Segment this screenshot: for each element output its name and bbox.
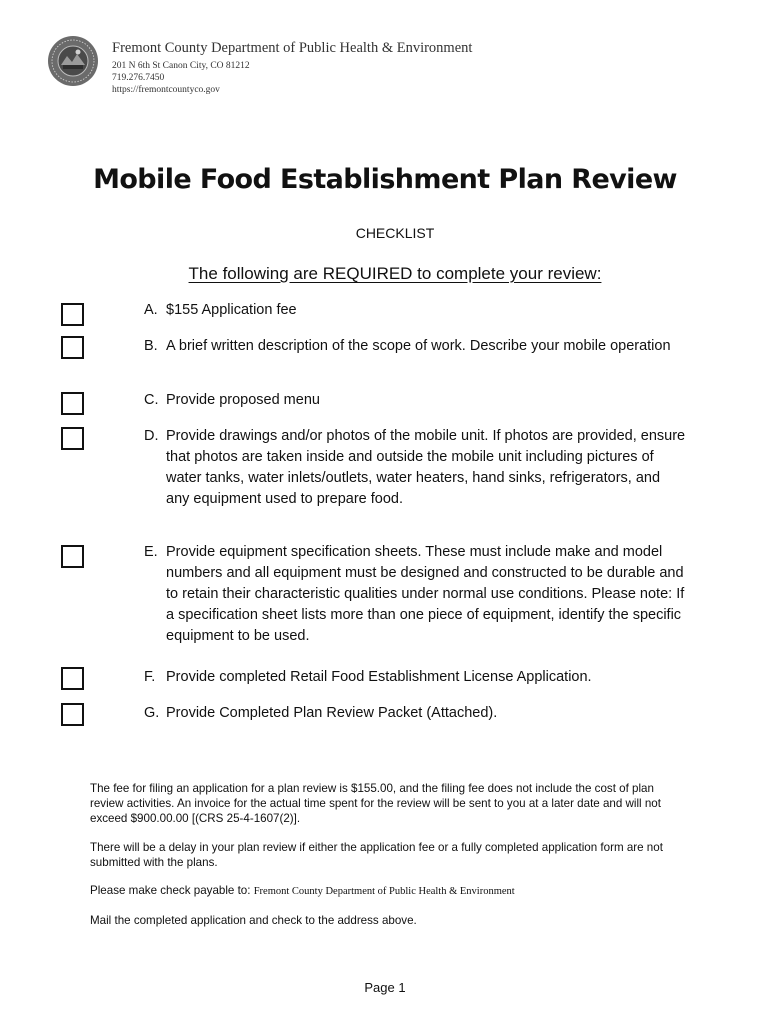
item-text: A brief written description of the scope of work. Describe your mobile operation: [166, 338, 671, 354]
checkbox-g[interactable]: [61, 703, 84, 726]
checkbox-c[interactable]: [61, 392, 84, 415]
page-title: Mobile Food Establishment Plan Review: [93, 164, 677, 195]
payable-paragraph: [90, 883, 680, 899]
item-letter: B.: [144, 338, 158, 354]
payable-to-name: Fremont County Department of Public Health & Environment: [253, 886, 515, 897]
delay-paragraph: There will be a delay in your plan review if either the application fee or a fully completed application form are not submitted with the plans.: [90, 841, 663, 869]
item-letter: F.: [144, 669, 156, 685]
item-letter: A.: [144, 302, 158, 318]
mail-paragraph: Mail the completed application and check to the address above.: [90, 914, 417, 927]
item-letter: E.: [144, 544, 158, 560]
checklist-subtitle: CHECKLIST: [355, 225, 435, 241]
item-text: Provide equipment specification sheets. These must include make and model numbers and all equipment must be designed and constructed to be durable and to retain their characteristic qualities under normal use conditions. Please note: If a specification sheet lists more than one piece of equipment, identify the specific equipment to be used.: [166, 544, 685, 644]
checkbox-a[interactable]: [61, 303, 84, 326]
checkbox-d[interactable]: [61, 427, 84, 450]
department-header: [112, 40, 472, 96]
checkbox-b[interactable]: [61, 336, 84, 359]
item-text: $155 Application fee: [166, 302, 297, 318]
item-text: Provide drawings and/or photos of the mobile unit. If photos are provided, ensure that photos are taken inside and outside the mobile unit including pictures of water tanks, water inlets/outlets, water heaters, hand sinks, refrigerators, and any equipment used to prepare food.: [166, 428, 686, 507]
payable-label: Please make check payable to:: [90, 884, 251, 897]
checkbox-f[interactable]: [61, 667, 84, 690]
item-text: Provide completed Retail Food Establishment License Application.: [166, 669, 592, 685]
item-letter: D.: [144, 428, 159, 444]
item-letter: G.: [144, 705, 160, 721]
department-address: 201 N 6th St Canon City, CO 81212: [112, 61, 250, 71]
county-seal-logo: [47, 35, 99, 87]
department-website: https://fremontcountyco.gov: [112, 85, 220, 95]
item-text: Provide proposed menu: [166, 392, 320, 408]
item-letter: C.: [144, 392, 159, 408]
fee-paragraph: The fee for filing an application for a plan review is $155.00, and the filing fee does not include the cost of plan review activities. An invoice for the actual time spent for the review will be sent to you at a later date and will not exceed $900.00.00 [(CRS 25-4-1607(2)].: [90, 782, 661, 825]
department-phone: 719.276.7450: [112, 73, 165, 83]
page-number: Page 1: [364, 980, 406, 995]
checkbox-e[interactable]: [61, 545, 84, 568]
department-name: Fremont County Department of Public Health & Environment: [112, 40, 473, 56]
required-heading: The following are REQUIRED to complete your review:: [188, 264, 602, 283]
item-text: Provide Completed Plan Review Packet (Attached).: [166, 705, 498, 721]
